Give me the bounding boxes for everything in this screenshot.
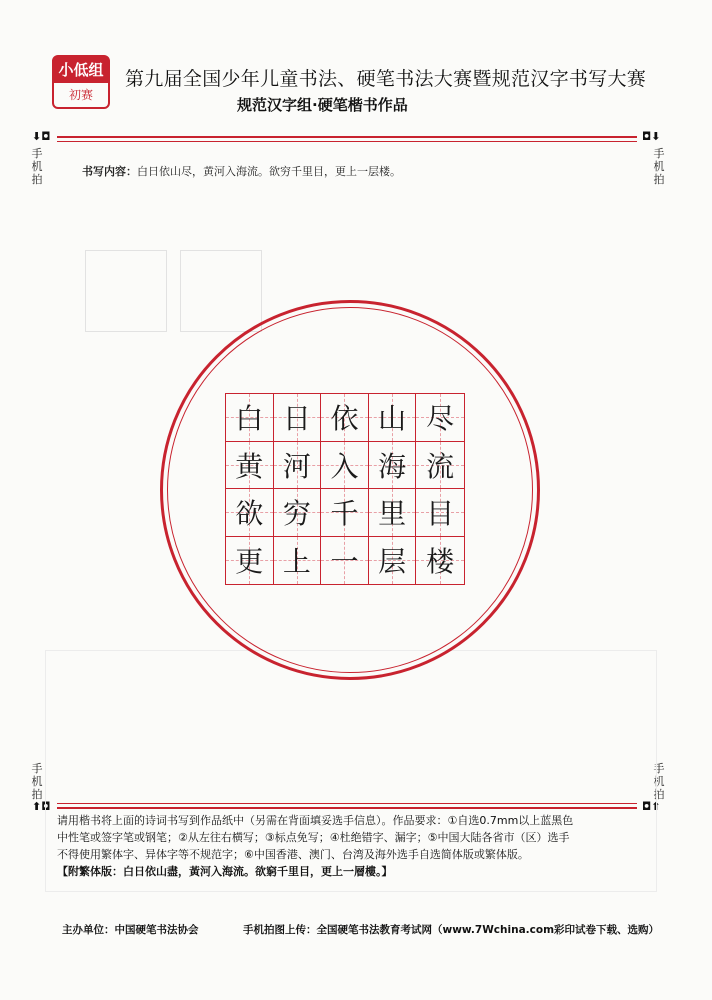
phone-shot-label: 手机拍 [653, 762, 665, 801]
grid-cell: 入 [321, 442, 369, 490]
grid-cell: 穷 [274, 489, 322, 537]
faint-qr-code [180, 250, 262, 332]
round-label: 初赛 [68, 88, 93, 102]
grid-cell: 欲 [226, 489, 274, 537]
grid-cell: 日 [274, 394, 322, 442]
grid-cell: 黄 [226, 442, 274, 490]
grid-cell: 流 [416, 442, 464, 490]
grid-cell: 山 [369, 394, 417, 442]
top-rule [57, 136, 637, 138]
group-badge [52, 55, 110, 109]
content-label: 书写内容： [82, 165, 137, 178]
content-text: 白日依山尽，黄河入海流。欲穷千里目，更上一层楼。 [137, 165, 401, 178]
requirements-line: 请用楷书将上面的诗词书写到作品纸中（另需在背面填妥选手信息）。作品要求：①自选0.7mm以上蓝黑色 [57, 814, 574, 827]
writing-grid [225, 393, 465, 585]
page-title: 第九届全国少年儿童书法、硬笔书法大赛暨规范汉字书写大赛 [125, 68, 647, 90]
upload-info: 手机拍图上传：全国硬笔书法教育考试网（www.7Wchina.com彩印试卷下载、选购） [243, 924, 660, 936]
grid-cell: 海 [369, 442, 417, 490]
phone-shot-label: 手机拍 [31, 147, 43, 186]
traditional-appendix: 【附繁体版：白日依山盡，黃河入海流。欲窮千里目，更上一層樓。】 [57, 865, 393, 878]
grid-cell: 层 [369, 537, 417, 585]
requirements-line: 中性笔或签字笔或钢笔；②从左往右横写；③标点免写；④杜绝错字、漏字；⑤中国大陆各省市（区）选手 [57, 831, 570, 844]
grid-cell: 依 [321, 394, 369, 442]
writing-content [82, 163, 401, 179]
requirements-line: 不得使用繁体字、异体字等不规范字；⑥中国香港、澳门、台湾及海外选手自选简体版或繁体版。 [57, 848, 529, 861]
organizer: 主办单位：中国硬笔书法协会 [62, 924, 199, 936]
camera-icon: ⬆◘ [32, 800, 51, 813]
grid-cell: 目 [416, 489, 464, 537]
camera-icon: ⬇◘ [32, 130, 51, 143]
grid-cell: 河 [274, 442, 322, 490]
faint-qr-code [85, 250, 167, 332]
grid-cell: 里 [369, 489, 417, 537]
grid-cell: 千 [321, 489, 369, 537]
bottom-rule-thin [57, 803, 637, 804]
grid-cell: 楼 [416, 537, 464, 585]
group-label: 小低组 [54, 57, 108, 83]
bottom-rule [57, 807, 637, 809]
grid-cell: 白 [226, 394, 274, 442]
grid-cell: 更 [226, 537, 274, 585]
phone-shot-label: 手机拍 [31, 762, 43, 801]
grid-cell: 一 [321, 537, 369, 585]
requirements [57, 812, 637, 880]
camera-icon: ◘⬆ [642, 800, 661, 813]
camera-icon: ◘⬇ [642, 130, 661, 143]
top-rule-thin [57, 141, 637, 142]
page-subtitle: 规范汉字组·硬笔楷书作品 [237, 96, 408, 114]
grid-cell: 尽 [416, 394, 464, 442]
grid-cell: 上 [274, 537, 322, 585]
phone-shot-label: 手机拍 [653, 147, 665, 186]
